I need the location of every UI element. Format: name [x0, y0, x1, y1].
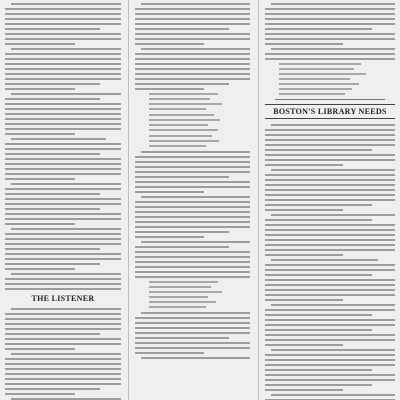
text-line	[5, 153, 100, 155]
text-line	[265, 43, 343, 45]
text-line	[5, 18, 121, 20]
column-right	[265, 0, 395, 400]
text-line	[5, 163, 121, 165]
text-line	[135, 58, 250, 60]
text-line	[135, 28, 229, 30]
text-line	[5, 213, 121, 215]
text-line	[5, 28, 100, 30]
text-line	[5, 33, 121, 35]
text-line	[265, 314, 372, 316]
text-line	[135, 231, 229, 233]
text-line	[271, 259, 378, 261]
text-line	[5, 8, 121, 10]
text-line	[135, 347, 250, 349]
text-line	[271, 349, 395, 351]
text-line	[265, 53, 395, 55]
text-line	[141, 357, 250, 359]
text-line	[265, 13, 395, 15]
text-line	[135, 73, 250, 75]
text-line	[5, 248, 100, 250]
text-line	[135, 43, 204, 45]
text-line	[265, 144, 395, 146]
text-line	[271, 394, 395, 396]
text-line	[265, 289, 395, 291]
text-line	[5, 378, 121, 380]
text-line	[5, 143, 121, 145]
text-line	[5, 278, 121, 280]
text-line	[141, 48, 250, 50]
text-line	[265, 28, 372, 30]
text-line	[265, 294, 395, 296]
text-line	[135, 18, 250, 20]
text-line	[265, 239, 395, 241]
text-line	[5, 323, 121, 325]
text-line	[5, 103, 121, 105]
text-line	[5, 208, 100, 210]
text-line	[5, 338, 121, 340]
column-divider	[258, 0, 259, 400]
text-line	[265, 189, 395, 191]
text-line	[135, 156, 250, 158]
text-line	[135, 23, 250, 25]
text-line	[265, 344, 343, 346]
text-line	[265, 264, 395, 266]
text-line	[265, 184, 395, 186]
text-line	[5, 368, 121, 370]
text-line	[5, 78, 121, 80]
section-rule	[275, 99, 385, 100]
text-line	[135, 332, 250, 334]
text-line	[5, 53, 121, 55]
text-line	[265, 134, 395, 136]
text-line	[265, 229, 395, 231]
text-line	[141, 312, 250, 314]
article-text	[135, 3, 250, 90]
text-line	[271, 214, 395, 216]
poem-stanza	[265, 63, 395, 95]
text-line	[135, 327, 250, 329]
text-line	[5, 393, 75, 395]
text-line	[5, 43, 75, 45]
text-line	[135, 322, 250, 324]
text-line	[135, 8, 250, 10]
article-text	[5, 308, 121, 400]
text-line	[135, 161, 250, 163]
text-line	[5, 283, 121, 285]
text-line	[265, 174, 395, 176]
column-middle	[135, 0, 250, 400]
text-line	[5, 243, 121, 245]
text-line	[265, 319, 395, 321]
article-text	[135, 151, 250, 278]
text-line	[135, 201, 250, 203]
text-line	[265, 379, 395, 381]
text-line	[271, 304, 395, 306]
text-line	[5, 98, 100, 100]
poem-stanza	[135, 114, 250, 131]
text-line	[5, 123, 121, 125]
text-line	[135, 186, 250, 188]
text-line	[271, 48, 395, 50]
text-line	[5, 193, 100, 195]
text-line	[5, 108, 121, 110]
text-line	[5, 168, 121, 170]
text-line	[141, 241, 250, 243]
text-line	[265, 389, 343, 391]
text-line	[11, 353, 121, 355]
text-line	[265, 299, 343, 301]
text-line	[265, 329, 372, 331]
text-line	[271, 124, 395, 126]
text-line	[265, 219, 372, 221]
text-line	[135, 226, 250, 228]
text-line	[265, 334, 395, 336]
text-line	[5, 173, 121, 175]
text-line	[265, 154, 395, 156]
text-line	[135, 38, 250, 40]
text-line	[5, 38, 121, 40]
text-line	[265, 224, 395, 226]
text-line	[265, 139, 395, 141]
text-line	[265, 194, 395, 196]
text-line	[5, 118, 121, 120]
text-line	[265, 364, 395, 366]
article-heading: BOSTON'S LIBRARY NEEDS	[265, 104, 395, 119]
text-line	[135, 271, 250, 273]
text-line	[265, 204, 372, 206]
text-line	[135, 256, 250, 258]
text-line	[5, 333, 100, 335]
text-line	[5, 318, 121, 320]
poem-stanza	[135, 281, 250, 308]
text-line	[11, 228, 121, 230]
text-line	[5, 238, 121, 240]
text-line	[135, 33, 250, 35]
text-line	[5, 258, 121, 260]
text-line	[135, 206, 250, 208]
text-line	[5, 268, 75, 270]
text-line	[265, 244, 395, 246]
text-line	[5, 133, 75, 135]
text-line	[135, 171, 250, 173]
text-line	[135, 251, 250, 253]
text-line	[135, 246, 229, 248]
text-line	[265, 129, 395, 131]
text-line	[265, 274, 372, 276]
text-line	[265, 254, 343, 256]
text-line	[265, 354, 395, 356]
text-line	[265, 374, 395, 376]
text-line	[11, 183, 121, 185]
text-line	[5, 253, 121, 255]
text-line	[265, 8, 395, 10]
column-divider	[128, 0, 129, 400]
text-line	[135, 166, 250, 168]
text-line	[271, 3, 395, 5]
text-line	[135, 211, 250, 213]
text-line	[141, 151, 250, 153]
text-line	[265, 279, 395, 281]
text-line	[5, 158, 121, 160]
text-line	[5, 233, 121, 235]
text-line	[265, 199, 395, 201]
text-line	[5, 83, 100, 85]
text-line	[135, 261, 250, 263]
article-text	[265, 124, 395, 400]
text-line	[265, 33, 395, 35]
text-line	[5, 128, 121, 130]
text-line	[135, 83, 229, 85]
text-line	[135, 216, 250, 218]
text-line	[135, 78, 250, 80]
text-line	[5, 343, 121, 345]
text-line	[265, 18, 395, 20]
text-line	[5, 13, 121, 15]
text-line	[5, 383, 121, 385]
text-line	[5, 363, 121, 365]
text-line	[265, 159, 395, 161]
article-text	[5, 3, 121, 290]
text-line	[135, 13, 250, 15]
text-line	[135, 236, 204, 238]
poem-stanza	[135, 135, 250, 147]
text-line	[135, 191, 204, 193]
text-line	[265, 209, 343, 211]
text-line	[5, 178, 75, 180]
text-line	[5, 263, 100, 265]
text-line	[5, 113, 121, 115]
text-line	[135, 352, 204, 354]
text-line	[5, 23, 121, 25]
text-line	[135, 53, 250, 55]
text-line	[265, 23, 395, 25]
text-line	[135, 181, 250, 183]
text-line	[141, 196, 250, 198]
text-line	[265, 249, 395, 251]
text-line	[5, 313, 121, 315]
text-line	[5, 203, 121, 205]
text-line	[135, 88, 204, 90]
text-line	[141, 3, 250, 5]
text-line	[11, 273, 121, 275]
text-line	[265, 234, 395, 236]
article-heading: THE LISTENER	[31, 294, 95, 303]
text-line	[265, 284, 395, 286]
text-line	[265, 324, 395, 326]
text-line	[265, 309, 395, 311]
column-left	[5, 0, 121, 400]
text-line	[11, 48, 121, 50]
text-line	[135, 276, 250, 278]
text-line	[5, 58, 121, 60]
text-line	[135, 221, 250, 223]
text-line	[5, 68, 121, 70]
text-line	[265, 38, 395, 40]
text-line	[265, 269, 395, 271]
text-line	[265, 179, 395, 181]
text-line	[11, 308, 121, 310]
text-line	[5, 198, 121, 200]
text-line	[11, 138, 106, 140]
text-line	[271, 169, 395, 171]
text-line	[5, 218, 121, 220]
text-line	[5, 288, 121, 290]
text-line	[265, 384, 372, 386]
text-line	[265, 369, 372, 371]
text-line	[135, 176, 229, 178]
text-line	[11, 93, 121, 95]
text-line	[265, 58, 395, 60]
text-line	[135, 317, 250, 319]
text-line	[265, 149, 372, 151]
text-line	[265, 339, 395, 341]
text-line	[5, 88, 75, 90]
text-line	[11, 3, 121, 5]
text-line	[5, 188, 121, 190]
text-line	[5, 373, 121, 375]
text-line	[5, 328, 121, 330]
article-text	[265, 3, 395, 60]
text-line	[135, 68, 250, 70]
text-line	[5, 148, 121, 150]
text-line	[265, 164, 343, 166]
text-line	[5, 358, 121, 360]
text-line	[5, 73, 121, 75]
text-line	[5, 63, 121, 65]
text-line	[5, 348, 75, 350]
text-line	[265, 359, 395, 361]
text-line	[5, 223, 75, 225]
poem-stanza	[135, 93, 250, 110]
text-line	[135, 342, 250, 344]
text-line	[135, 63, 250, 65]
text-line	[135, 266, 250, 268]
text-line	[5, 388, 100, 390]
text-line	[135, 337, 229, 339]
article-text	[135, 312, 250, 359]
